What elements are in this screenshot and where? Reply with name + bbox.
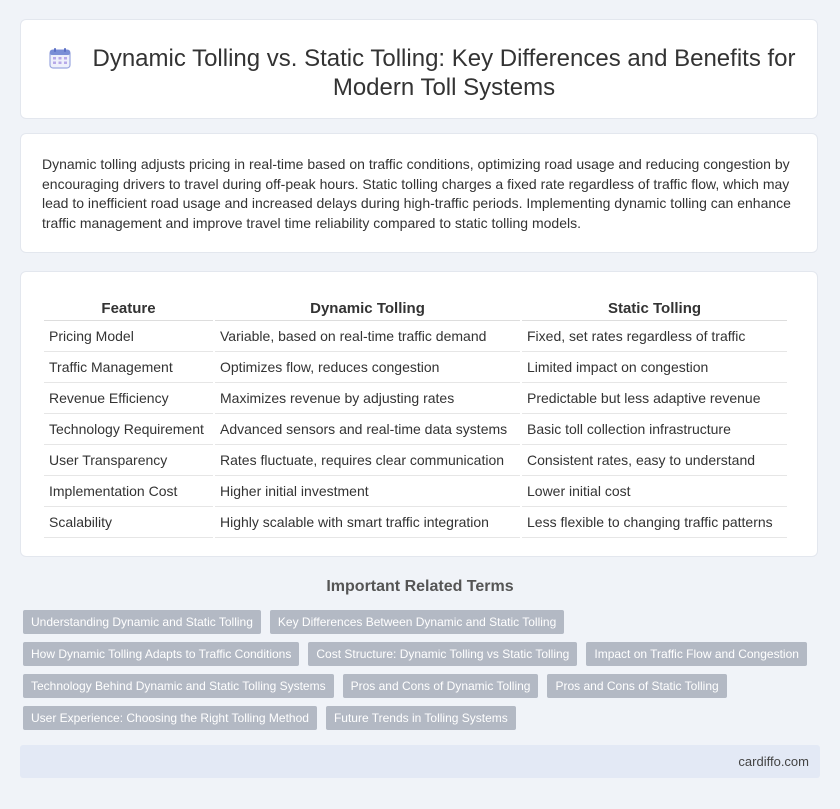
related-terms-list	[23, 610, 823, 738]
summary-text: Dynamic tolling adjusts pricing in real-time based on traffic conditions, optimizing road usage and reducing congestion by encouraging drivers to travel during off-peak hours. Static tolling charges a fixed rate regardless of traffic flow, which may lead to inefficient road usage and increased delays during high-traffic periods. Implementing dynamic tolling can enhance traffic management and improve travel time reliability compared to static tolling models.	[42, 156, 791, 231]
summary-card	[20, 133, 818, 253]
table-cell: Advanced sensors and real-time data systems	[215, 414, 520, 445]
column-header: Static Tolling	[522, 294, 787, 321]
column-header: Dynamic Tolling	[215, 294, 520, 321]
table-cell: Predictable but less adaptive revenue	[522, 383, 787, 414]
related-term-tag[interactable]: Pros and Cons of Static Tolling	[547, 674, 726, 698]
table-cell: Higher initial investment	[215, 476, 520, 507]
table-cell: Less flexible to changing traffic patterns	[522, 507, 787, 538]
table-header-row	[44, 294, 787, 321]
table-cell: Fixed, set rates regardless of traffic	[522, 321, 787, 352]
header-card	[20, 19, 818, 119]
related-term-tag[interactable]: Understanding Dynamic and Static Tolling	[23, 610, 261, 634]
table-cell: Optimizes flow, reduces congestion	[215, 352, 520, 383]
related-terms-row	[23, 674, 823, 706]
related-term-tag[interactable]: How Dynamic Tolling Adapts to Traffic Conditions	[23, 642, 299, 666]
page-title: Dynamic Tolling vs. Static Tolling: Key Differences and Benefits for Modern Toll Systems	[92, 45, 796, 101]
footer	[20, 745, 820, 778]
table-cell: Lower initial cost	[522, 476, 787, 507]
table-row	[44, 476, 787, 507]
related-terms-row	[23, 642, 823, 674]
related-term-tag[interactable]: Cost Structure: Dynamic Tolling vs Static Tolling	[308, 642, 577, 666]
related-term-tag[interactable]: Technology Behind Dynamic and Static Tolling Systems	[23, 674, 334, 698]
related-terms-title: Important Related Terms	[326, 578, 514, 595]
table-row	[44, 383, 787, 414]
table-cell: Highly scalable with smart traffic integration	[215, 507, 520, 538]
comparison-card	[20, 271, 818, 557]
table-cell: Consistent rates, easy to understand	[522, 445, 787, 476]
table-cell: Basic toll collection infrastructure	[522, 414, 787, 445]
table-cell: Revenue Efficiency	[44, 383, 213, 414]
table-cell: Rates fluctuate, requires clear communication	[215, 445, 520, 476]
table-cell: Limited impact on congestion	[522, 352, 787, 383]
footer-site-link[interactable]: cardiffo.com	[738, 754, 809, 769]
related-term-tag[interactable]: Impact on Traffic Flow and Congestion	[586, 642, 807, 666]
related-terms-row	[23, 610, 823, 642]
table-row	[44, 507, 787, 538]
related-term-tag[interactable]: User Experience: Choosing the Right Tolling Method	[23, 706, 317, 730]
table-row	[44, 445, 787, 476]
table-cell: Variable, based on real-time traffic demand	[215, 321, 520, 352]
calendar-icon	[49, 47, 71, 69]
table-row	[44, 352, 787, 383]
related-term-tag[interactable]: Future Trends in Tolling Systems	[326, 706, 516, 730]
table-cell: Technology Requirement	[44, 414, 213, 445]
table-cell: Scalability	[44, 507, 213, 538]
related-term-tag[interactable]: Pros and Cons of Dynamic Tolling	[343, 674, 539, 698]
table-cell: User Transparency	[44, 445, 213, 476]
table-cell: Maximizes revenue by adjusting rates	[215, 383, 520, 414]
table-cell: Implementation Cost	[44, 476, 213, 507]
related-terms-row	[23, 706, 823, 738]
table-cell: Traffic Management	[44, 352, 213, 383]
table-row	[44, 321, 787, 352]
column-header: Feature	[44, 294, 213, 321]
related-term-tag[interactable]: Key Differences Between Dynamic and Static Tolling	[270, 610, 564, 634]
table-cell: Pricing Model	[44, 321, 213, 352]
table-row	[44, 414, 787, 445]
comparison-table	[42, 294, 789, 538]
